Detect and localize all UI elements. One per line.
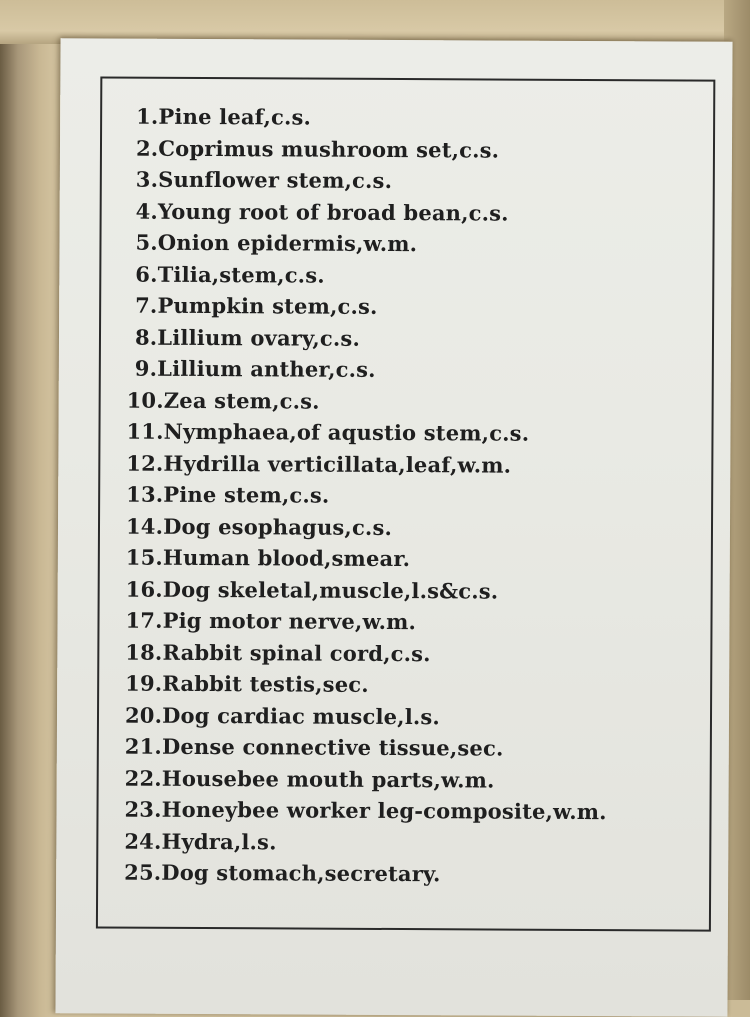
list-item: 10.Zea stem,c.s. [126,387,320,414]
list-item: 4.Young root of broad bean,c.s. [135,198,509,226]
box-edge-top [0,0,750,44]
list-item: 2.Coprimus mushroom set,c.s. [135,135,500,163]
list-item: 5.Onion epidermis,w.m. [135,229,418,257]
list-frame [96,76,715,931]
list-item: 20.Dog cardiac muscle,l.s. [124,702,441,729]
list-item: 12.Hydrilla verticillata,leaf,w.m. [126,450,512,478]
list-item: 8.Lillium ovary,c.s. [134,324,361,351]
list-item: 17.Pig motor nerve,w.m. [125,607,417,635]
list-item: 21.Dense connective tissue,sec. [124,733,504,761]
list-item: 23.Honeybee worker leg-composite,w.m. [124,796,607,825]
list-item: 14.Dog esophagus,c.s. [125,513,393,540]
list-item: 9.Lillium anther,c.s. [134,355,376,382]
list-item: 6.Tilia,stem,c.s. [135,261,325,288]
list-item: 13.Pine stem,c.s. [126,481,330,508]
list-item: 18.Rabbit spinal cord,c.s. [125,639,431,666]
list-item: 19.Rabbit testis,sec. [125,670,369,697]
list-item: 11.Nymphaea,of aqustio stem,c.s. [126,418,530,446]
slide-list-card [55,38,732,1017]
list-item: 24.Hydra,l.s. [124,828,277,854]
list-item: 3.Sunflower stem,c.s. [135,166,393,193]
list-item: 1.Pine leaf,c.s. [136,103,312,130]
list-item: 15.Human blood,smear. [125,544,411,572]
list-item: 7.Pumpkin stem,c.s. [135,292,378,319]
list-item: 25.Dog stomach,secretary. [124,859,441,887]
list-item: 16.Dog skeletal,muscle,l.s&c.s. [125,576,499,604]
slide-list [124,101,610,891]
list-item: 22.Housebee mouth parts,w.m. [124,765,495,793]
